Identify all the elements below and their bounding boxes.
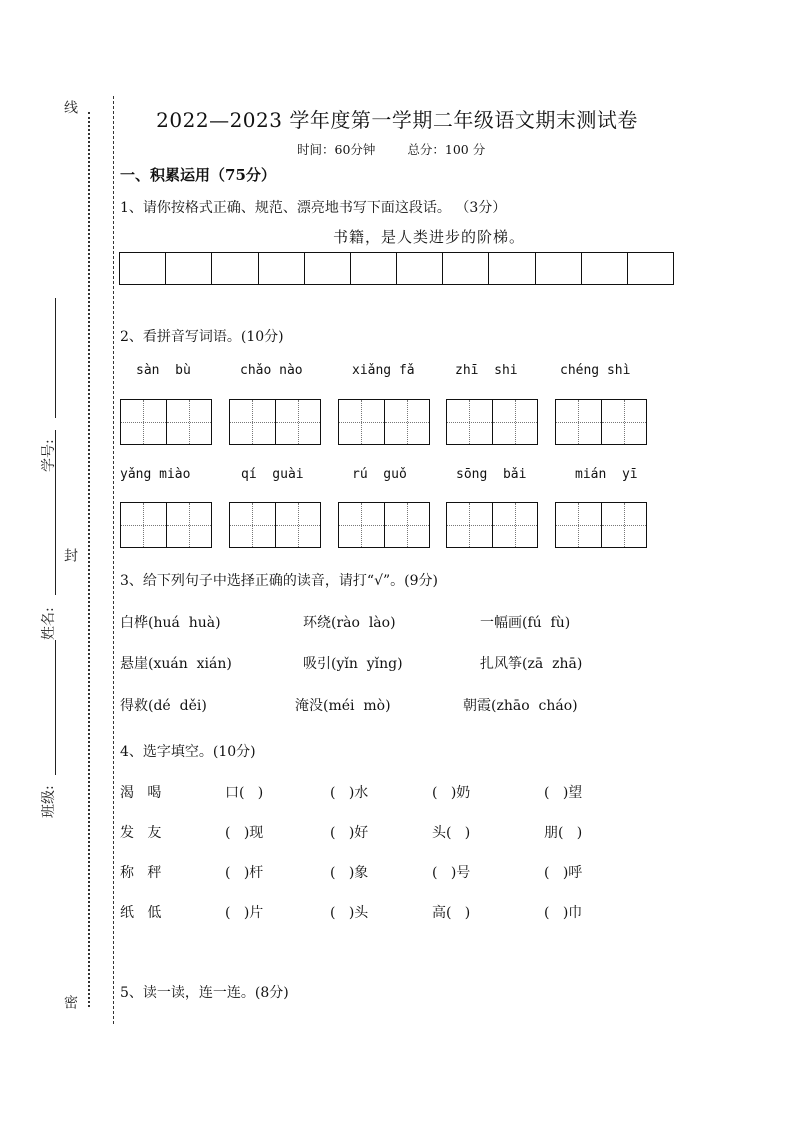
fill-blank[interactable]: ( )现 [225,825,264,841]
grid-cell[interactable] [166,253,212,284]
class-label: 班级: [41,785,57,818]
student-id-line[interactable] [55,298,56,418]
margin-mark-seal: 封 [62,548,78,562]
student-id-label: 学号: [41,439,57,472]
reading-choice[interactable]: 吸引(yǐn yǐng) [303,656,403,672]
grid-cell[interactable] [582,253,628,284]
char-pair: 称 秤 [120,865,162,881]
pinyin: mián yī [575,467,638,482]
fill-blank[interactable]: ( )望 [544,785,583,801]
tian-grid[interactable] [229,502,321,548]
reading-choice[interactable]: 扎风筝(zā zhā) [480,656,583,672]
tian-grid[interactable] [555,502,647,548]
fill-blank[interactable]: ( )呼 [544,865,583,881]
pinyin: zhī shi [455,363,518,378]
grid-cell[interactable] [489,253,535,284]
pinyin: rú guǒ [352,467,407,482]
grid-cell[interactable] [212,253,258,284]
fill-blank[interactable]: 头( ) [432,825,471,841]
grid-cell[interactable] [305,253,351,284]
tian-grid[interactable] [555,399,647,445]
question-1-prompt: 1、请你按格式正确、规范、漂亮地书写下面这段话。 （3分） [120,200,507,216]
fill-blank[interactable]: 朋( ) [544,825,583,841]
question-3-prompt: 3、给下列句子中选择正确的读音，请打“√”。(9分) [120,573,438,589]
tian-grid[interactable] [229,399,321,445]
pinyin: sàn bù [136,363,191,378]
reading-choice[interactable]: 环绕(rào lào) [303,615,396,631]
char-pair: 渴 喝 [120,785,162,801]
fill-blank[interactable]: ( )好 [330,825,369,841]
fill-blank[interactable]: ( )号 [432,865,471,881]
question-4-prompt: 4、选字填空。(10分) [120,744,256,760]
question-5-prompt: 5、读一读，连一连。(8分) [120,985,289,1001]
pinyin: chǎo nào [240,363,303,378]
page-title: 2022—2023 学年度第一学期二年级语文期末测试卷 [156,108,638,132]
fill-blank[interactable]: ( )片 [225,905,264,921]
class-line[interactable] [55,640,56,775]
section-heading: 一、积累运用（75分） [120,166,276,184]
tian-grid[interactable] [338,502,430,548]
pinyin: qí guài [241,467,304,482]
reading-choice[interactable]: 白桦(huá huà) [120,615,221,631]
grid-cell[interactable] [536,253,582,284]
pinyin: chéng shì [560,363,631,378]
exam-info [297,140,517,158]
writing-grid[interactable] [119,252,674,285]
grid-cell[interactable] [259,253,305,284]
pinyin: xiǎng fǎ [352,363,415,378]
margin-dotted-line [88,112,90,1007]
reading-choice[interactable]: 淹没(méi mò) [295,698,391,714]
fill-blank[interactable]: 口( ) [225,785,264,801]
grid-cell[interactable] [397,253,443,284]
question-1-sentence: 书籍，是人类进步的阶梯。 [333,228,526,246]
reading-choice[interactable]: 悬崖(xuán xián) [120,656,232,672]
fill-blank[interactable]: 高( ) [432,905,471,921]
fill-blank[interactable]: ( )头 [330,905,369,921]
name-line[interactable] [55,430,56,595]
tian-grid[interactable] [338,399,430,445]
grid-cell[interactable] [628,253,673,284]
exam-time: 时间：60分钟 [297,142,376,157]
margin-mark-close: 密 [62,995,78,1009]
grid-cell[interactable] [351,253,397,284]
exam-total: 总分：100 分 [407,142,486,157]
tian-grid[interactable] [120,399,212,445]
margin-mark-line: 线 [62,100,78,114]
reading-choice[interactable]: 得救(dé děi) [120,698,207,714]
fill-blank[interactable]: ( )奶 [432,785,471,801]
reading-choice[interactable]: 朝霞(zhāo cháo) [463,698,578,714]
tian-grid[interactable] [120,502,212,548]
name-label: 姓名: [41,607,57,640]
question-2-prompt: 2、看拼音写词语。(10分) [120,329,284,345]
fill-blank[interactable]: ( )象 [330,865,369,881]
grid-cell[interactable] [120,253,166,284]
char-pair: 发 友 [120,825,162,841]
pinyin: sōng bǎi [456,467,527,482]
margin-dashed-line [113,96,114,1024]
grid-cell[interactable] [443,253,489,284]
fill-blank[interactable]: ( )杆 [225,865,264,881]
tian-grid[interactable] [446,399,538,445]
reading-choice[interactable]: 一幅画(fú fù) [480,615,571,631]
fill-blank[interactable]: ( )巾 [544,905,583,921]
fill-blank[interactable]: ( )水 [330,785,369,801]
pinyin: yǎng miào [120,467,191,482]
tian-grid[interactable] [446,502,538,548]
char-pair: 纸 低 [120,905,162,921]
